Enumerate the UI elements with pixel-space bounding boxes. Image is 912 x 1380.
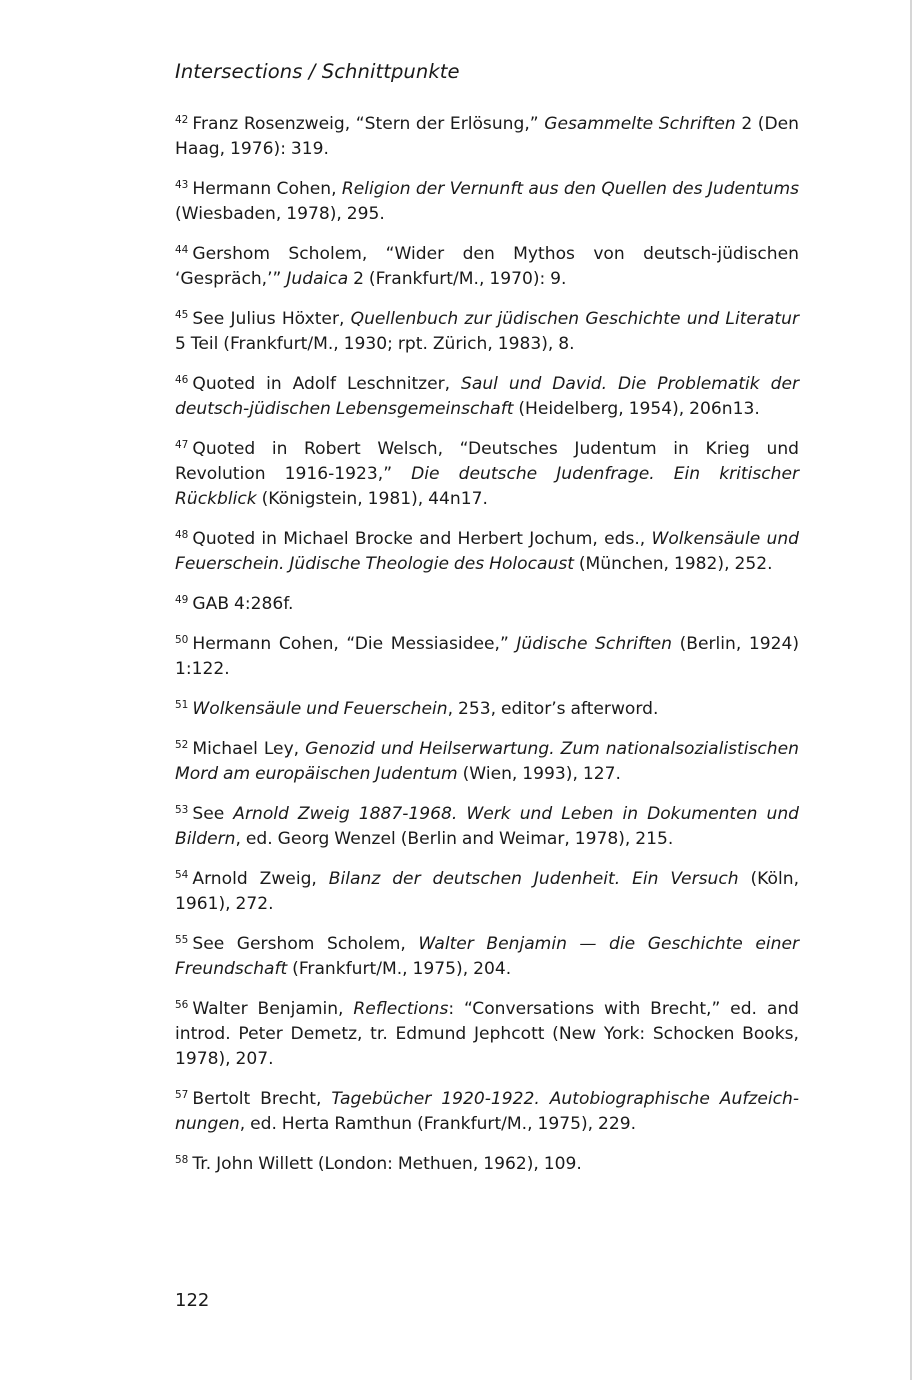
endnote-title: Wolkensäule und Feuerschein. Jüdische Theologie des Holocaust	[175, 529, 800, 574]
endnote-text: : “Conversations with Brecht,” ed. and introd. Peter Demetz, tr. Edmund Jephcott (New York: Schocken Books, 1978), 207.	[175, 999, 800, 1069]
endnote-53	[175, 802, 799, 852]
endnote-number: 49	[175, 594, 189, 606]
endnote-text: Quoted in Michael Brocke and Herbert Jochum, eds.,	[192, 529, 652, 549]
endnote-title: Wolkensäule und Feuerschein	[192, 699, 448, 719]
endnote-text: Hermann Cohen, “Die Messiasidee,”	[192, 634, 517, 654]
endnote-text: Walter Benjamin,	[192, 999, 354, 1019]
endnote-54	[175, 867, 799, 917]
endnote-title: Saul und David. Die Problematik der deutsch-jüdischen Lebensgemeinschaft	[175, 374, 800, 419]
endnote-title: Reflections	[353, 999, 449, 1019]
endnote-number: 46	[175, 374, 189, 386]
endnote-title: Arnold Zweig 1887-1968. Werk und Leben in Dokumenten und Bildern	[175, 804, 800, 849]
endnote-45	[175, 307, 799, 357]
endnote-44	[175, 242, 799, 292]
endnote-title: Quellenbuch zur jüdischen Geschichte und Literatur	[350, 309, 799, 329]
endnote-number: 44	[175, 244, 189, 256]
endnote-number: 54	[175, 869, 189, 881]
endnote-43	[175, 177, 799, 227]
endnote-number: 55	[175, 934, 189, 946]
endnote-57	[175, 1087, 799, 1137]
endnotes-list	[175, 112, 799, 1192]
endnote-text: 5 Teil (Frankfurt/M., 1930; rpt. Zürich, 1983), 8.	[175, 334, 575, 354]
endnote-text: Bertolt Brecht,	[192, 1089, 332, 1109]
endnote-number: 48	[175, 529, 189, 541]
endnote-title: Tagebücher 1920-1922. Autobiographische Aufzeichnungen	[175, 1089, 799, 1134]
endnote-text: (Königstein, 1981), 44n17.	[256, 489, 488, 509]
endnote-title: Walter Benjamin — die Geschichte einer Freundschaft	[175, 934, 799, 979]
endnote-title: Jüdische Schriften	[516, 634, 673, 654]
page-number: 122	[175, 1290, 210, 1311]
endnote-number: 47	[175, 439, 189, 451]
endnote-text: Hermann Cohen,	[192, 179, 342, 199]
endnote-46	[175, 372, 799, 422]
endnote-number: 57	[175, 1089, 189, 1101]
endnote-text: (Wiesbaden, 1978), 295.	[175, 204, 385, 224]
endnote-text: 2 (Den Haag, 1976): 319.	[175, 114, 799, 159]
endnote-number: 43	[175, 179, 189, 191]
endnote-text: See Julius Höxter,	[192, 309, 351, 329]
endnote-49	[175, 592, 799, 617]
endnote-number: 42	[175, 114, 189, 126]
endnote-50	[175, 632, 799, 682]
endnote-text: (Heidelberg, 1954), 206n13.	[513, 399, 760, 419]
endnote-number: 52	[175, 739, 189, 751]
endnote-47	[175, 437, 799, 512]
endnote-text: (München, 1982), 252.	[573, 554, 773, 574]
endnote-title: Bilanz der deutschen Judenheit. Ein Versuch	[328, 869, 739, 889]
endnote-text: 2 (Frankfurt/M., 1970): 9.	[348, 269, 567, 289]
endnote-number: 51	[175, 699, 189, 711]
endnote-text: (Berlin, 1924) 1:122.	[175, 634, 800, 679]
endnote-text: , ed. Georg Wenzel (Berlin and Weimar, 1978), 215.	[235, 829, 674, 849]
endnote-text: GAB 4:286f.	[192, 594, 294, 614]
endnote-title: Genozid und Heilserwartung. Zum nationalsozialistischen Mord am europäischen Judentum	[175, 739, 799, 784]
endnote-56	[175, 997, 799, 1072]
endnote-text: Tr. John Willett (London: Methuen, 1962), 109.	[192, 1154, 582, 1174]
endnote-text: Arnold Zweig,	[192, 869, 329, 889]
endnote-number: 50	[175, 634, 189, 646]
endnote-title: Die deutsche Judenfrage. Ein kritischer Rückblick	[175, 464, 800, 509]
endnote-title: Gesammelte Schriften	[544, 114, 736, 134]
endnote-48	[175, 527, 799, 577]
endnote-text: , 253, editor’s afterword.	[447, 699, 659, 719]
endnote-text: (Köln, 1961), 272.	[175, 869, 799, 914]
endnote-title: Judaica	[286, 269, 349, 289]
endnote-title: Religion der Vernunft aus den Quellen des Judentums	[341, 179, 799, 199]
endnote-text: Michael Ley,	[192, 739, 306, 759]
endnote-text: (Wien, 1993), 127.	[457, 764, 621, 784]
endnote-number: 45	[175, 309, 189, 321]
endnote-text: See Gershom Scholem,	[192, 934, 419, 954]
endnote-42	[175, 112, 799, 162]
endnote-text: See	[192, 804, 234, 824]
endnote-55	[175, 932, 799, 982]
endnote-52	[175, 737, 799, 787]
endnote-text: Gershom Scholem, “Wider den Mythos von deutsch-jüdischen ‘Gespräch,’”	[175, 244, 799, 289]
endnote-number: 56	[175, 999, 189, 1011]
running-header: Intersections / Schnittpunkte	[175, 60, 460, 83]
endnote-text: (Frankfurt/M., 1975), 204.	[287, 959, 512, 979]
endnote-number: 53	[175, 804, 189, 816]
endnote-text: Quoted in Adolf Leschnitzer,	[192, 374, 462, 394]
endnote-51	[175, 697, 799, 722]
endnote-text: , ed. Herta Ramthun (Frankfurt/M., 1975), 229.	[239, 1114, 637, 1134]
endnote-number: 58	[175, 1154, 189, 1166]
endnote-58	[175, 1152, 799, 1177]
endnote-text: Franz Rosenzweig, “Stern der Erlösung,”	[192, 114, 545, 134]
endnote-text: Quoted in Robert Welsch, “Deutsches Judentum in Krieg und Revolution 1916-1923,”	[175, 439, 799, 484]
